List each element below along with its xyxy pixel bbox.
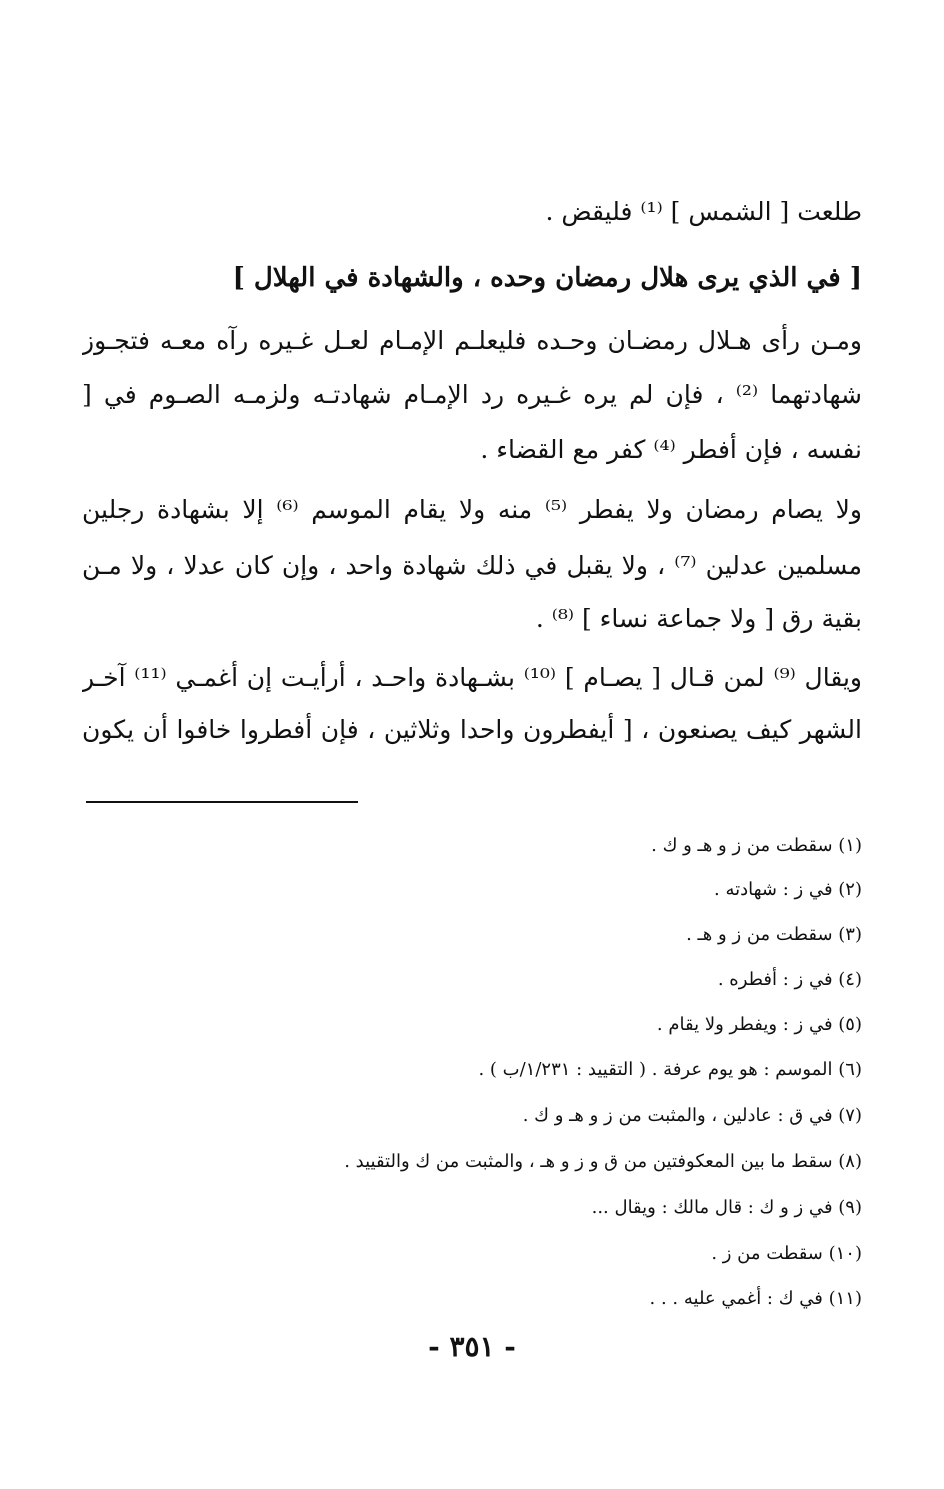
footnote: (٦) الموسم : هو يوم عرفة . ( التقييد : ١/٢٣١/ب ) . bbox=[478, 1059, 862, 1080]
text-line: ومـن رأى هـلال رمضـان وحـده فليعلـم الإمـام لعـل غـيره رآه معـه فتجـوز bbox=[82, 326, 862, 355]
text-line: ويقال ⁽⁹⁾ لمن قـال [ يصـام ] ⁽¹⁰⁾ بشـهادة واحـد ، أرأيـت إن أغمـي ⁽¹¹⁾ آخـر bbox=[82, 663, 862, 692]
footnote: (٨) سقط ما بين المعكوفتين من ق و ز و هـ ، والمثبت من ك والتقييد . bbox=[344, 1151, 862, 1172]
footnote-separator bbox=[86, 801, 358, 803]
footnote: (١١) في ك : أغمي عليه . . . bbox=[649, 1288, 862, 1309]
footnote: (٢) في ز : شهادته . bbox=[714, 879, 862, 900]
text-line: شهادتهما ⁽²⁾ ، فإن لم يره غـيره رد الإمـام شهادتـه ولزمـه الصـوم في [ bbox=[82, 380, 862, 409]
footnote: (٧) في ق : عادلين ، والمثبت من ز و هـ و ك . bbox=[522, 1105, 862, 1126]
footnote: (٥) في ز : ويفطر ولا يقام . bbox=[656, 1014, 862, 1035]
page-number: - ٣٥١ - bbox=[428, 1330, 516, 1363]
footnote: (٩) في ز و ك : قال مالك : ويقال ... bbox=[591, 1197, 862, 1218]
text-line: طلعت [ الشمس ] ⁽¹⁾ فليقض . bbox=[545, 197, 862, 226]
footnote: (٤) في ز : أفطره . bbox=[717, 969, 862, 990]
text-line: ولا يصام رمضان ولا يفطر ⁽⁵⁾ منه ولا يقام الموسم ⁽⁶⁾ إلا بشهادة رجلين bbox=[82, 495, 862, 524]
footnote: (١) سقطت من ز و هـ و ك . bbox=[651, 835, 862, 856]
section-heading: [ في الذي يرى هلال رمضان وحده ، والشهادة في الهلال ] bbox=[232, 263, 862, 293]
text-line: مسلمين عدلين ⁽⁷⁾ ، ولا يقبل في ذلك شهادة واحد ، وإن كان عدلا ، ولا مـن bbox=[82, 551, 862, 580]
text-line: الشهر كيف يصنعون ، [ أيفطرون واحدا وثلاثين ، فإن أفطروا خافوا أن يكون bbox=[82, 715, 862, 744]
footnote: (١٠) سقطت من ز . bbox=[711, 1243, 862, 1264]
text-line: نفسه ، فإن أفطر ⁽⁴⁾ كفر مع القضاء . bbox=[480, 435, 862, 464]
text-line: بقية رق [ ولا جماعة نساء ] ⁽⁸⁾ . bbox=[535, 604, 862, 633]
footnote: (٣) سقطت من ز و هـ . bbox=[686, 924, 862, 945]
